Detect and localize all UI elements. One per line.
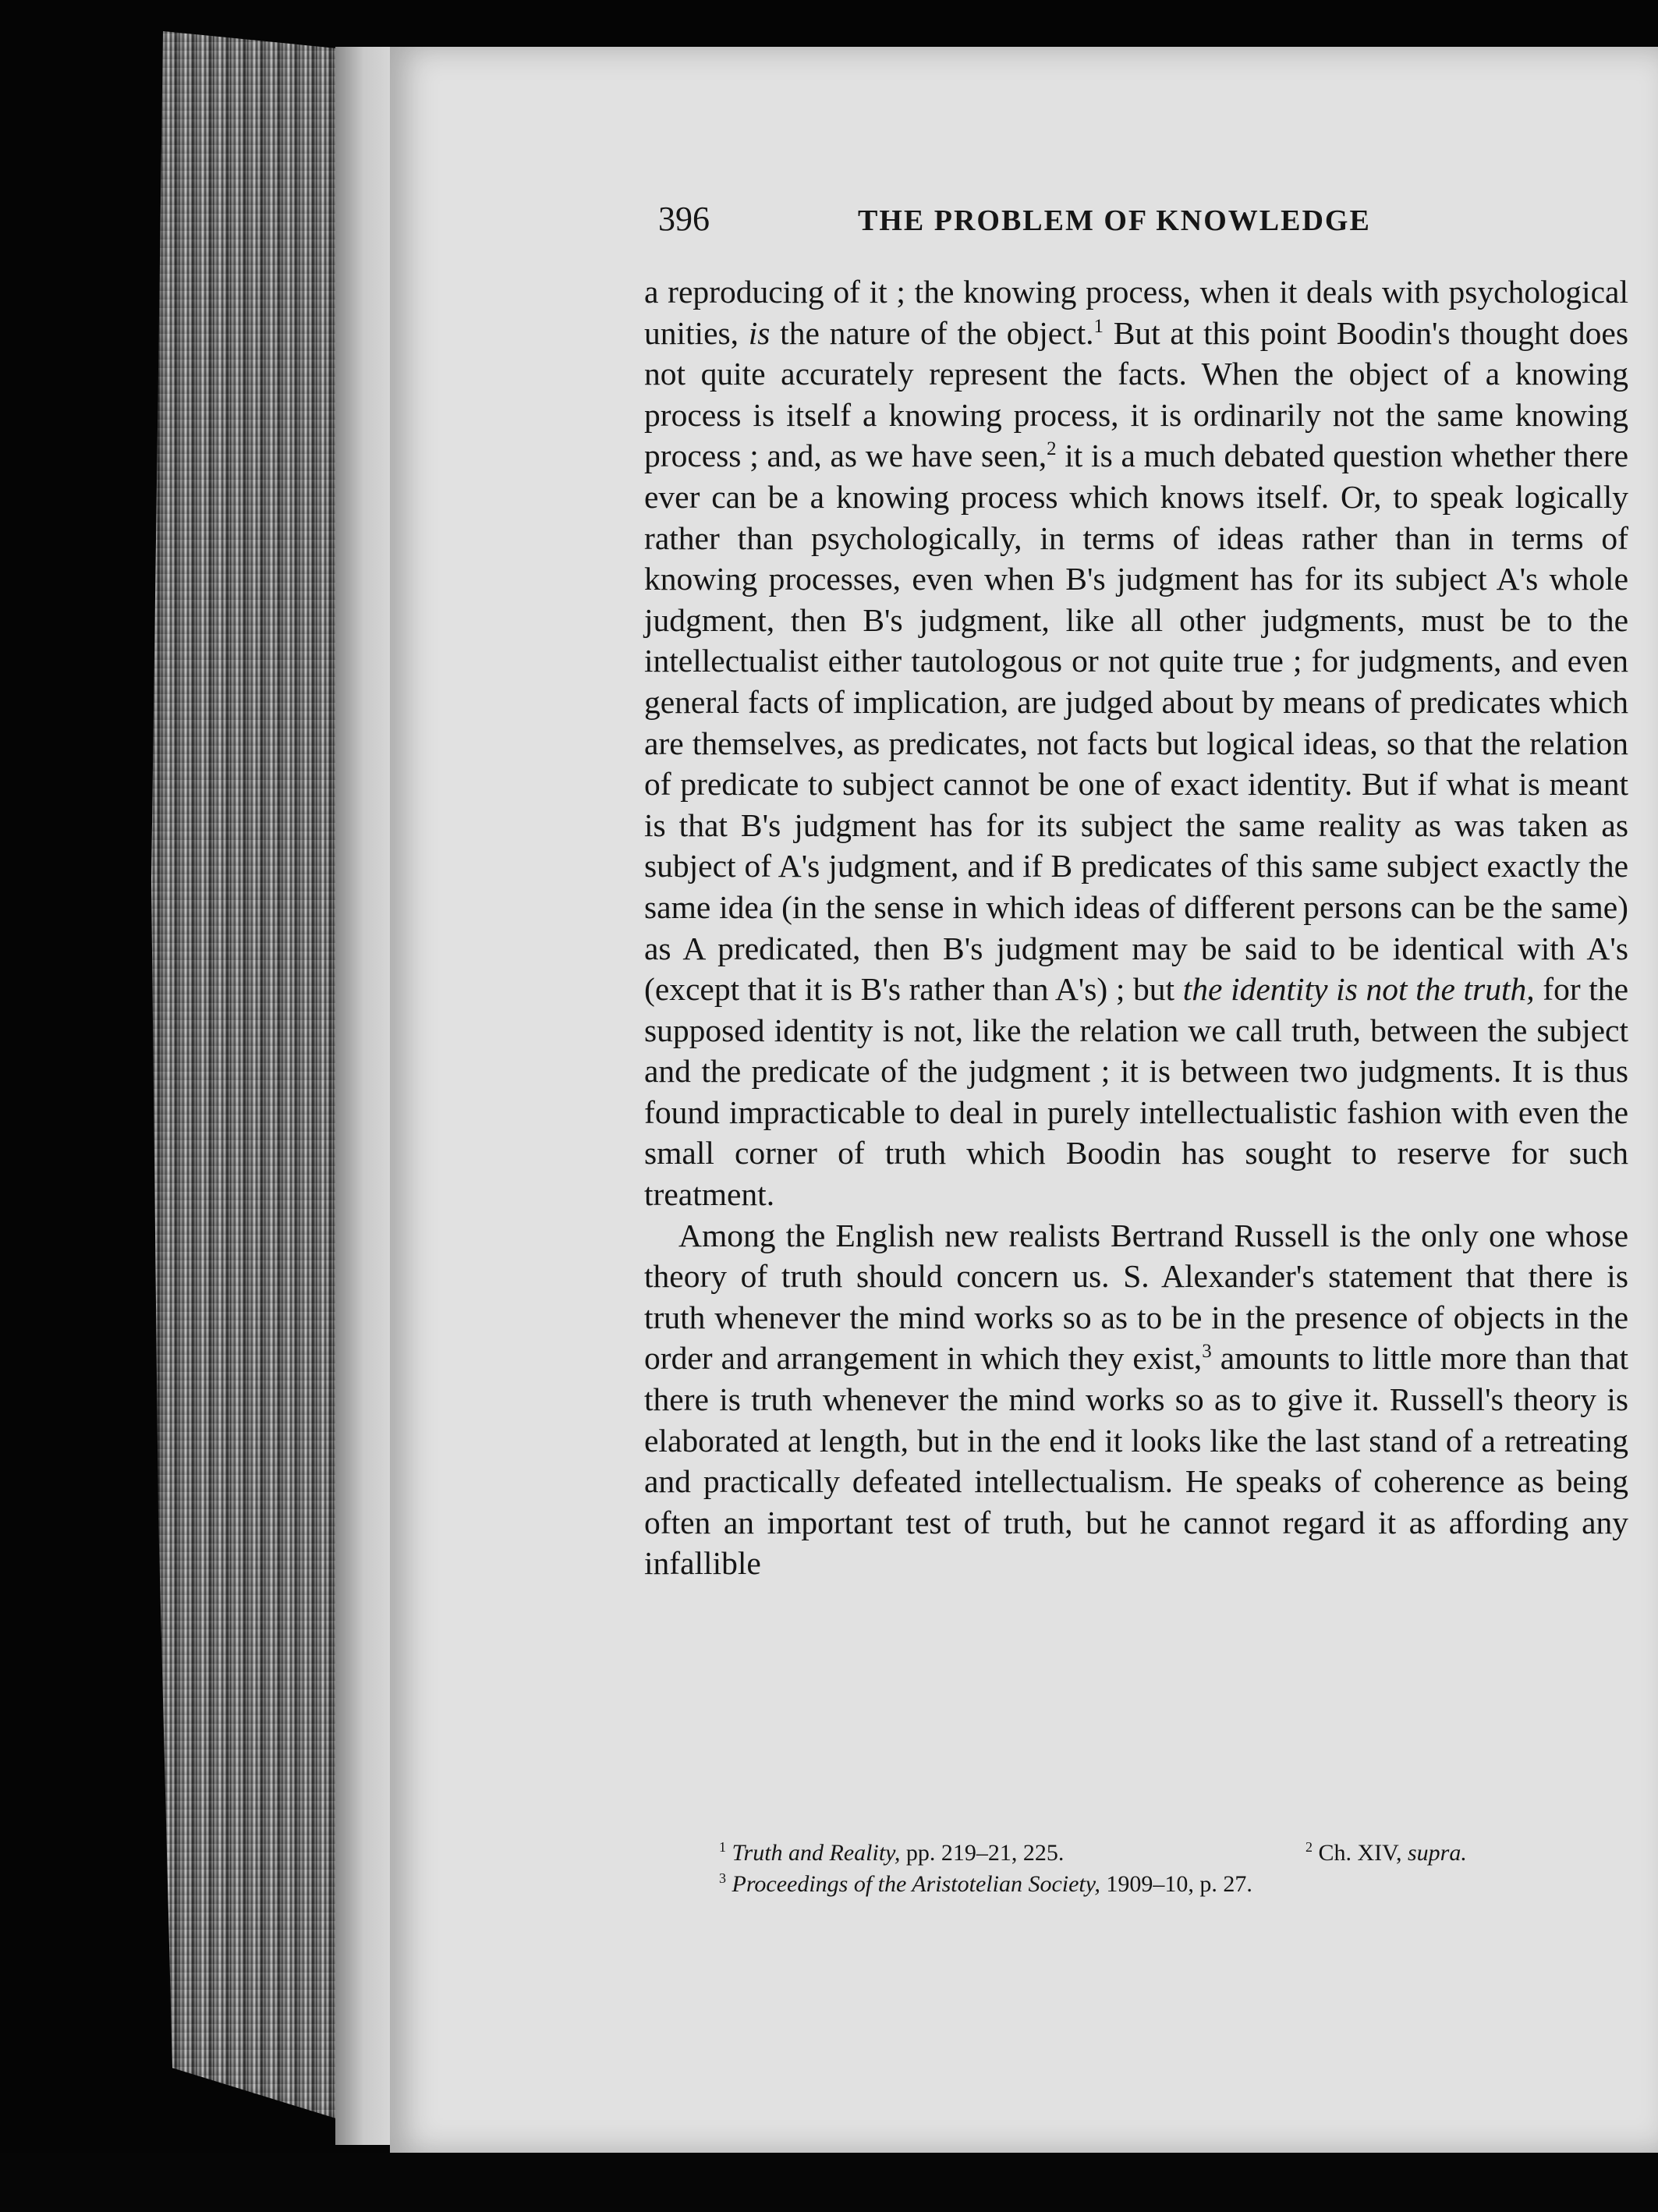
footnote-mark: 3 (719, 1870, 726, 1886)
body-text (644, 271, 1628, 1584)
paragraph-2 (644, 1215, 1628, 1584)
footnote-row (719, 1838, 1577, 1869)
footnote-title: Proceedings of the Aristotelian Society, (732, 1871, 1100, 1897)
text-run: Among the English new realists Bertrand Russell is the only one whose theory of truth should concern us. S. Alexander's statement that there is truth whenever the mind works so as to be in the presence of objects in the order and arrangement in which they exist, (644, 1217, 1628, 1377)
scan-background (0, 2153, 1658, 2212)
text-run: the nature of the object. (770, 314, 1094, 351)
footnote-ref-1: 1 (1093, 315, 1104, 337)
footnote-3 (719, 1871, 1252, 1897)
footnote-text: 1909–10, p. 27. (1100, 1871, 1252, 1897)
text-run: it is a much debated question whether there ever can be a knowing process which knows itself. Or, to speak logically rather than psychologically, in terms of ideas rather than in terms of knowing processes, even when B's judgment has for its subject A's whole judgment, then B's judgment, like all other judgments, must be to the intellectualist either tautologous or not quite true ; for judgments, and even general facts of implication, are judged about by means of predicates which are themselves, as predicates, not facts but logical ideas, so that the relation of predicate to subject cannot be one of exact identity. But if what is meant is that B's judgment has for its subject the same reality as was taken as subject of A's judgment, and if B predicates of this same subject exactly the same idea (in the sense in which ideas of different persons can be the same) as A predicated, then B's judgment may be said to be identical with A's (except that it is B's rather than A's) ; but (644, 438, 1628, 1008)
paragraph-1 (644, 271, 1628, 1215)
footnote-mark: 2 (1305, 1839, 1313, 1855)
running-head (658, 199, 1438, 246)
footnote-italic: supra. (1407, 1840, 1467, 1866)
running-title: THE PROBLEM OF KNOWLEDGE (858, 204, 1371, 237)
text-run: amounts to little more than that there is truth whenever the mind works so as to give it. Russell's theory is elaborated at length, but in the end it looks like the last stand of a retreating and practically defeated intellectualism. He speaks of coherence as being often an important test of truth, but he cannot regard it as affording any infallible (644, 1340, 1628, 1582)
text-run: But at this point Boodin's thought does not quite accurately represent the facts. When the object of a knowing process is itself a knowing process, it is ordinarily not the same knowing process ; and, as we have seen, (644, 314, 1628, 474)
footnote-1 (719, 1840, 1064, 1866)
footnote-2 (1305, 1838, 1467, 1869)
italic-run: is (748, 314, 771, 351)
footnotes (719, 1838, 1577, 1900)
footnote-text: pp. 219–21, 225. (900, 1840, 1065, 1866)
text-run: for the supposed identity is not, like the relation we call truth, between the subject and the predicate of the judgment ; it is between two judgments. It is thus found impracticable to deal in purely intellectualistic fashion with even the small corner of truth which Boodin has sought to reserve for such treatment. (644, 971, 1629, 1213)
footnote-ref-2: 2 (1047, 438, 1057, 460)
footnote-mark: 1 (719, 1839, 726, 1855)
footnote-title: Truth and Reality, (732, 1840, 901, 1866)
footnote-row (719, 1869, 1577, 1900)
footnote-text: Ch. XIV, (1318, 1840, 1408, 1866)
italic-run: the identity is not the truth, (1182, 971, 1535, 1008)
page-number: 396 (658, 200, 710, 238)
text-run: a reproducing of it ; the knowing process, when it deals with psychological unities, (644, 274, 1628, 351)
footnote-ref-3: 3 (1202, 1341, 1212, 1363)
